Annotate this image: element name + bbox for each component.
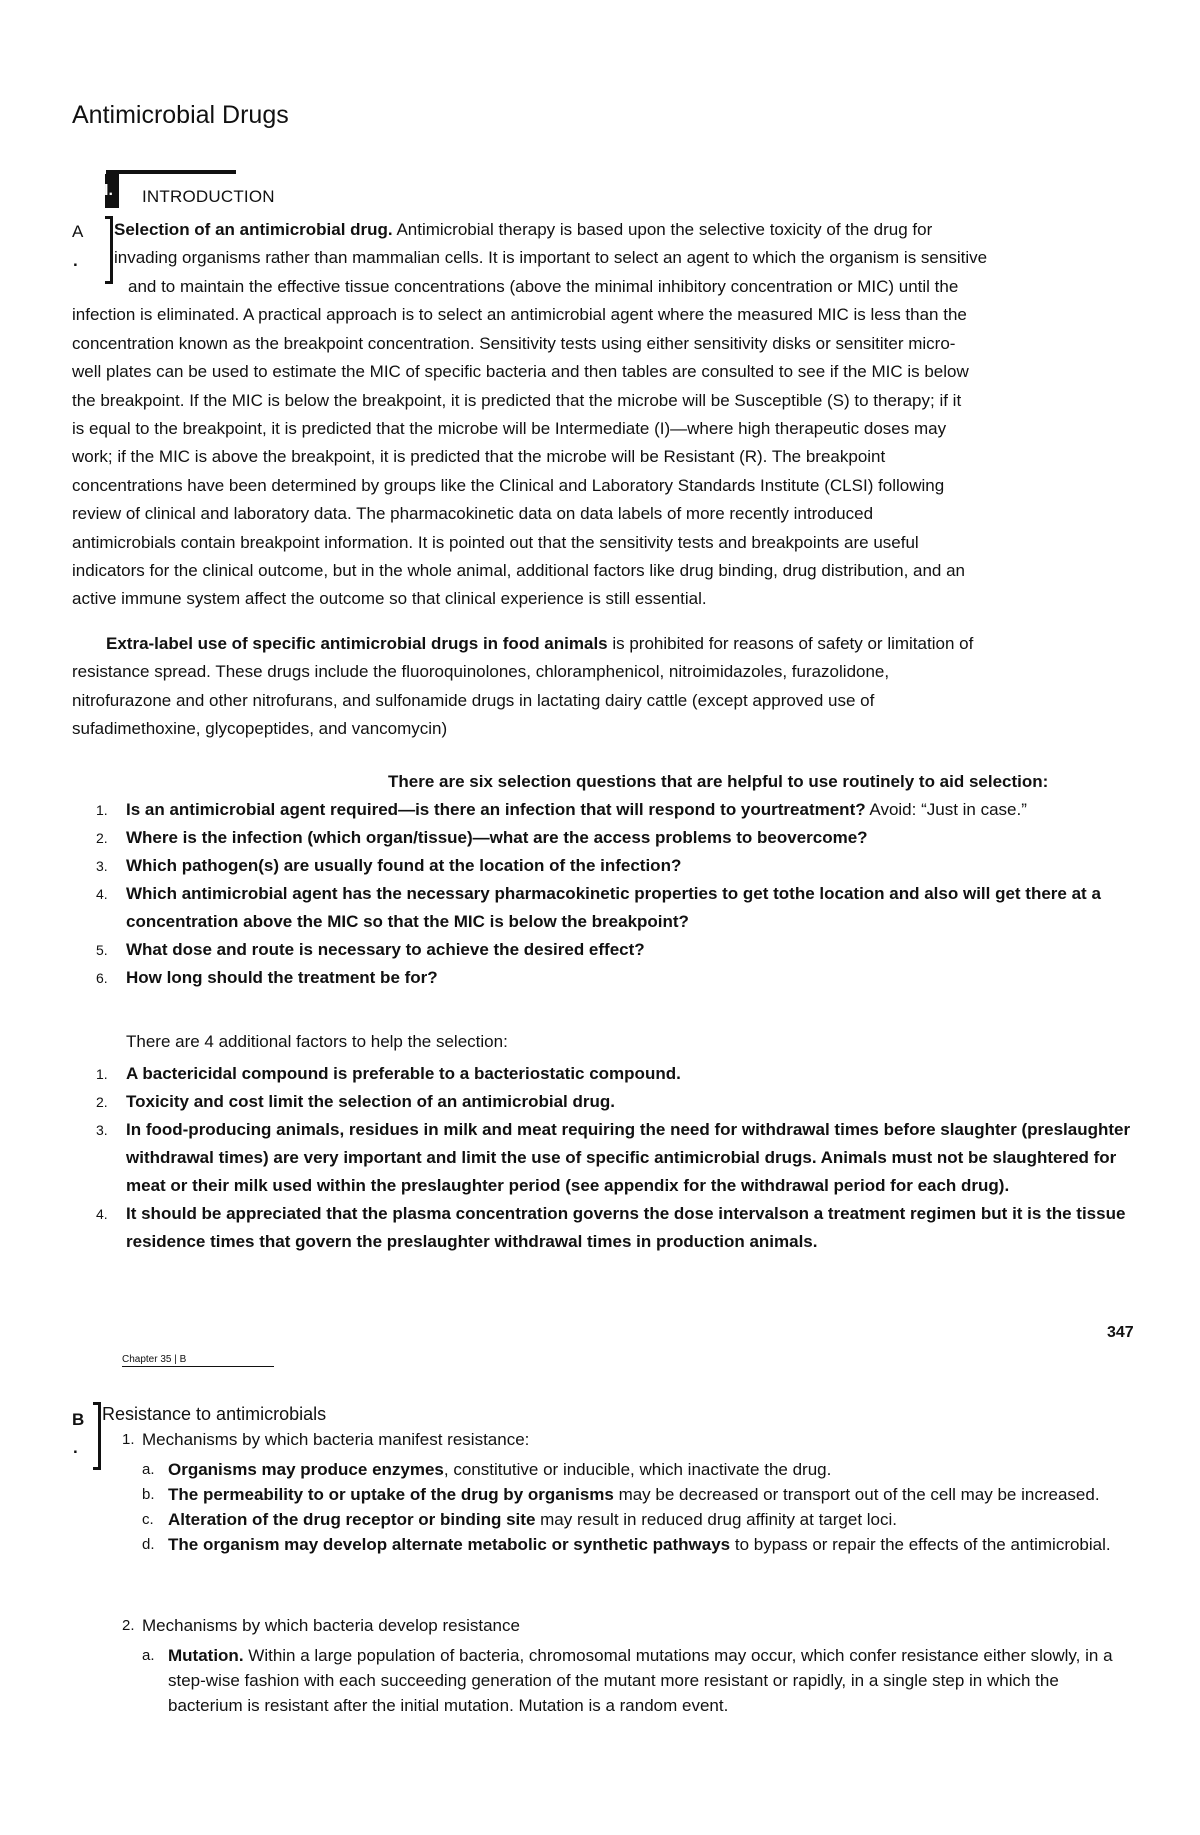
part-a-line: and to maintain the effective tissue concentrations (above the minimal inhibitory concentration or MIC) until the [128,277,959,296]
part-b-subheading-1-text: Mechanisms by which bacteria manifest resistance: [142,1430,530,1449]
mechanism-lead: The organism may develop alternate metabolic or synthetic pathways [168,1535,731,1554]
extra-label-lead: Extra-label use of specific antimicrobial drugs in food animals [106,634,608,653]
mechanism-lead: The permeability to or uptake of the drug by organisms [168,1485,614,1504]
question-item [96,824,1136,852]
part-a-line: concentrations have been determined by groups like the Clinical and Laboratory Standards Institute (CLSI) following [72,475,945,495]
page-number: 347 [1107,1324,1134,1341]
question-text: Which pathogen(s) are usually found at the location of the infection? [126,856,682,875]
mechanism-lead: Alteration of the drug receptor or binding site [168,1510,536,1529]
question-note: Avoid: “Just in case.” [865,800,1027,819]
resistance-development-list [142,1643,1128,1718]
questions-heading: There are six selection questions that are helpful to use routinely to aid selection: [388,772,1049,791]
list-number: a. [142,1461,155,1478]
part-a-label: A [72,222,84,241]
mechanism-item [142,1457,1128,1482]
extra-label-line: resistance spread. These drugs include the fluoroquinolones, chloramphenicol, nitroimidazoles, furazolidone, [72,662,890,682]
factor-text: In food-producing animals, residues in milk and meat requiring the need for withdrawal times before slaughter (preslaughter withdrawal times) are very important and limit the use of specific antimicrobial drugs. Animals must not be slaughtered for meat or their milk used within the preslaughter period (see appendix for the withdrawal period for each drug). [126,1120,1131,1195]
extra-label-line-1-text: is prohibited for reasons of safety or limitation of [607,634,974,653]
list-number: 2. [122,1617,135,1634]
factors-heading: There are 4 additional factors to help the selection: [126,1032,508,1051]
page-footer: Chapter 35 | B [122,1354,187,1365]
mechanism-text: , constitutive or inducible, which inactivate the drug. [443,1460,832,1479]
mechanism-item [142,1507,1128,1532]
list-number: 1. [96,1066,108,1082]
part-a-line-1 [114,216,1128,244]
part-a-line: active immune system affect the outcome so that clinical experience is still essential. [72,589,707,609]
list-number: 6. [96,970,108,986]
question-item [96,964,1136,992]
list-number: 3. [96,1122,108,1138]
mechanism-text: may result in reduced drug affinity at target loci. [535,1510,897,1529]
list-number: 2. [96,830,108,846]
part-b-label: B [72,1410,85,1429]
mechanism-lead: Mutation. [168,1646,244,1665]
factor-item [96,1200,1136,1256]
resistance-mechanisms-list [142,1457,1128,1557]
part-b-subheading-2 [122,1613,520,1639]
part-a-line: antimicrobials contain breakpoint information. It is pointed out that the sensitivity tests and breakpoints are useful [72,532,919,552]
factor-text: A bactericidal compound is preferable to a bacteriostatic compound. [126,1064,681,1083]
extra-label-line: sufadimethoxine, glycopeptides, and vancomycin) [72,719,448,739]
list-number: 1. [122,1431,135,1448]
part-a-line-2: invading organisms rather than mammalian cells. It is important to select an agent to which the organism is sensitive [114,248,988,268]
part-a-lead: Selection of an antimicrobial drug. [114,220,393,239]
part-a-line: infection is eliminated. A practical approach is to select an antimicrobial agent where the measured MIC is less than the [72,305,967,325]
part-a-label-dot: . [73,251,78,270]
list-number: a. [142,1647,155,1664]
part-a-line: is equal to the breakpoint, it is predicted that the microbe will be Intermediate (I)—where high therapeutic doses may [72,419,947,439]
part-a-paragraph [72,273,1128,614]
part-b-bracket [93,1402,101,1470]
mechanism-text: Within a large population of bacteria, chromosomal mutations may occur, which confer resistance either slowly, in a step-wise fashion with each succeeding generation of the mutant more resistant or rapidly, in a single step in which the bacterium is resistant after the initial mutation. Mutation is a random event. [168,1646,1113,1715]
part-a-line: the breakpoint. If the MIC is below the breakpoint, it is predicted that the microbe will be Susceptible (S) to therapy; if it [72,390,962,410]
extra-label-line: nitrofurazone and other nitrofurans, and sulfonamide drugs in lactating dairy cattle (except approved use of [72,690,875,710]
part-a-line: indicators for the clinical outcome, but in the whole animal, additional factors like drug binding, drug distribution, and an [72,561,966,581]
question-text: Which antimicrobial agent has the necessary pharmacokinetic properties to get tothe location and also will get there at a concentration above the MIC so that the MIC is below the breakpoint? [126,884,1101,931]
mechanism-item [142,1643,1128,1718]
list-number: 2. [96,1094,108,1110]
factors-list [96,1060,1136,1256]
question-item [96,880,1136,936]
question-item [96,852,1136,880]
question-text: Where is the infection (which organ/tissue)—what are the access problems to beovercome? [126,828,868,847]
list-number: b. [142,1486,155,1503]
part-b-heading: Resistance to antimicrobials [102,1404,327,1424]
question-text: How long should the treatment be for? [126,968,438,987]
page-title: Antimicrobial Drugs [72,101,289,129]
mechanism-text: may be decreased or transport out of the cell may be increased. [613,1485,1100,1504]
list-number: d. [142,1536,155,1553]
factor-item [96,1060,1136,1088]
part-a-first-lines [114,216,1128,273]
extra-label-line-1 [72,630,1128,658]
questions-list [96,796,1136,992]
question-text: Is an antimicrobial agent required—is there an infection that will respond to yourtreatment? [126,800,866,819]
part-a-line: concentration known as the breakpoint concentration. Sensitivity tests using either sensitivity disks or sensititer micro- [72,333,956,353]
list-number: 5. [96,942,108,958]
extra-label-paragraph [72,630,1128,744]
part-a-line: work; if the MIC is above the breakpoint, it is predicted that the microbe will be Resistant (R). The breakpoint [72,447,886,467]
list-number: c. [142,1511,154,1528]
factor-text: Toxicity and cost limit the selection of an antimicrobial drug. [126,1092,615,1111]
section-numeral: I. [105,174,119,208]
section-rule [106,170,236,174]
part-b-subheading-2-text: Mechanisms by which bacteria develop resistance [142,1616,520,1635]
factor-item [96,1116,1136,1200]
part-a-line-1-text: Antimicrobial therapy is based upon the selective toxicity of the drug for [392,220,933,239]
part-b-label-dot: . [73,1438,78,1457]
footer-rule [122,1366,274,1367]
part-a-line: review of clinical and laboratory data. The pharmacokinetic data on data labels of more recently introduced [72,504,874,524]
factor-item [96,1088,1136,1116]
mechanism-item [142,1532,1128,1557]
question-text: What dose and route is necessary to achieve the desired effect? [126,940,645,959]
list-number: 4. [96,886,108,902]
part-b-subheading-1 [122,1427,530,1453]
part-a-line: well plates can be used to estimate the MIC of specific bacteria and then tables are consulted to see if the MIC is below [72,362,969,382]
question-item [96,936,1136,964]
question-item [96,796,1136,824]
list-number: 1. [96,802,108,818]
section-heading: INTRODUCTION [142,187,275,206]
mechanism-item [142,1482,1128,1507]
list-number: 4. [96,1206,108,1222]
mechanism-lead: Organisms may produce enzymes [168,1460,444,1479]
factor-text: It should be appreciated that the plasma concentration governs the dose intervalson a treatment regimen but it is the tissue residence times that govern the preslaughter withdrawal times in production animals. [126,1204,1126,1251]
list-number: 3. [96,858,108,874]
mechanism-text: to bypass or repair the effects of the antimicrobial. [730,1535,1111,1554]
